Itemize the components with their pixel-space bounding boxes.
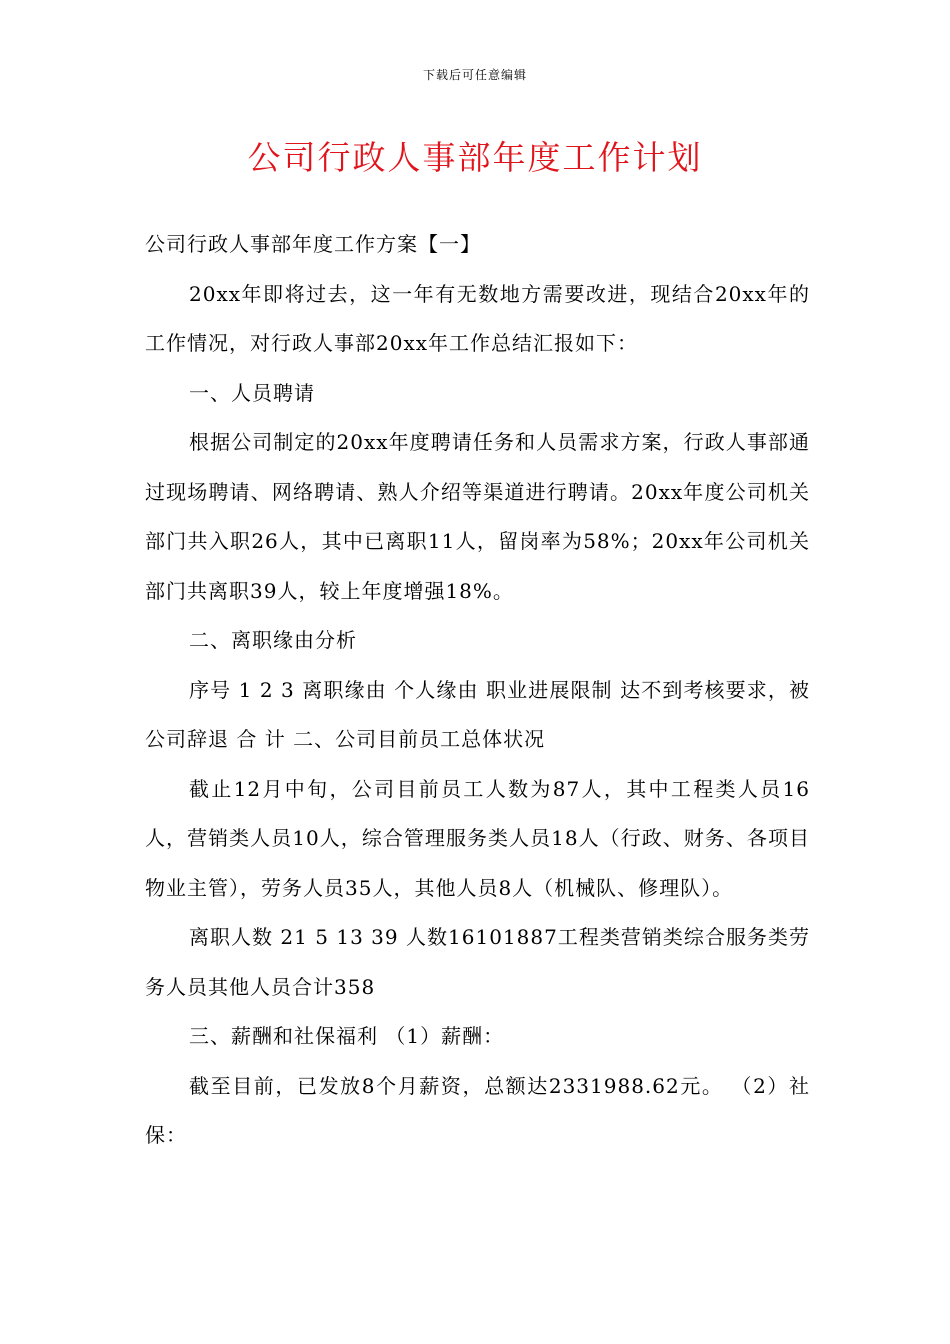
paragraph: 序号 1 2 3 离职缘由 个人缘由 职业进展限制 达不到考核要求，被公司辞退 合 计 二、公司目前员工总体状况: [145, 677, 810, 751]
paragraph: 截止12月中旬，公司目前员工人数为87人，其中工程类人员16人，营销类人员10人，综合管理服务类人员18人（行政、财务、各项目物业主管），劳务人员35人，其他人员8人（机械队、修理队）。: [145, 776, 810, 900]
paragraph: 20xx年即将过去，这一年有无数地方需要改进，现结合20xx年的工作情况，对行政人事部20xx年工作总结汇报如下：: [145, 281, 810, 355]
paragraph: 公司行政人事部年度工作方案【一】: [145, 232, 481, 256]
document-body: [145, 220, 810, 1161]
header-note: 下载后可任意编辑: [422, 68, 527, 82]
paragraph: 离职人数 21 5 13 39 人数16101887工程类营销类综合服务类劳务人员其他人员合计358: [145, 925, 810, 999]
document-title: 公司行政人事部年度工作计划: [247, 138, 703, 177]
paragraph: 根据公司制定的20xx年度聘请任务和人员需求方案，行政人事部通过现场聘请、网络聘请、熟人介绍等渠道进行聘请。20xx年度公司机关部门共入职26人，其中已离职11人，留岗率为58%；20xx年公司机关部门共离职39人，较上年度增强18%。: [145, 430, 810, 603]
section-heading: 一、人员聘请: [189, 380, 315, 405]
section-heading: 三、薪酬和社保福利 （1）薪酬：: [189, 1024, 505, 1048]
paragraph: 截至目前，已发放8个月薪资，总额达2331988.62元。 （2）社保：: [145, 1073, 810, 1147]
section-heading: 二、离职缘由分析: [189, 628, 357, 652]
